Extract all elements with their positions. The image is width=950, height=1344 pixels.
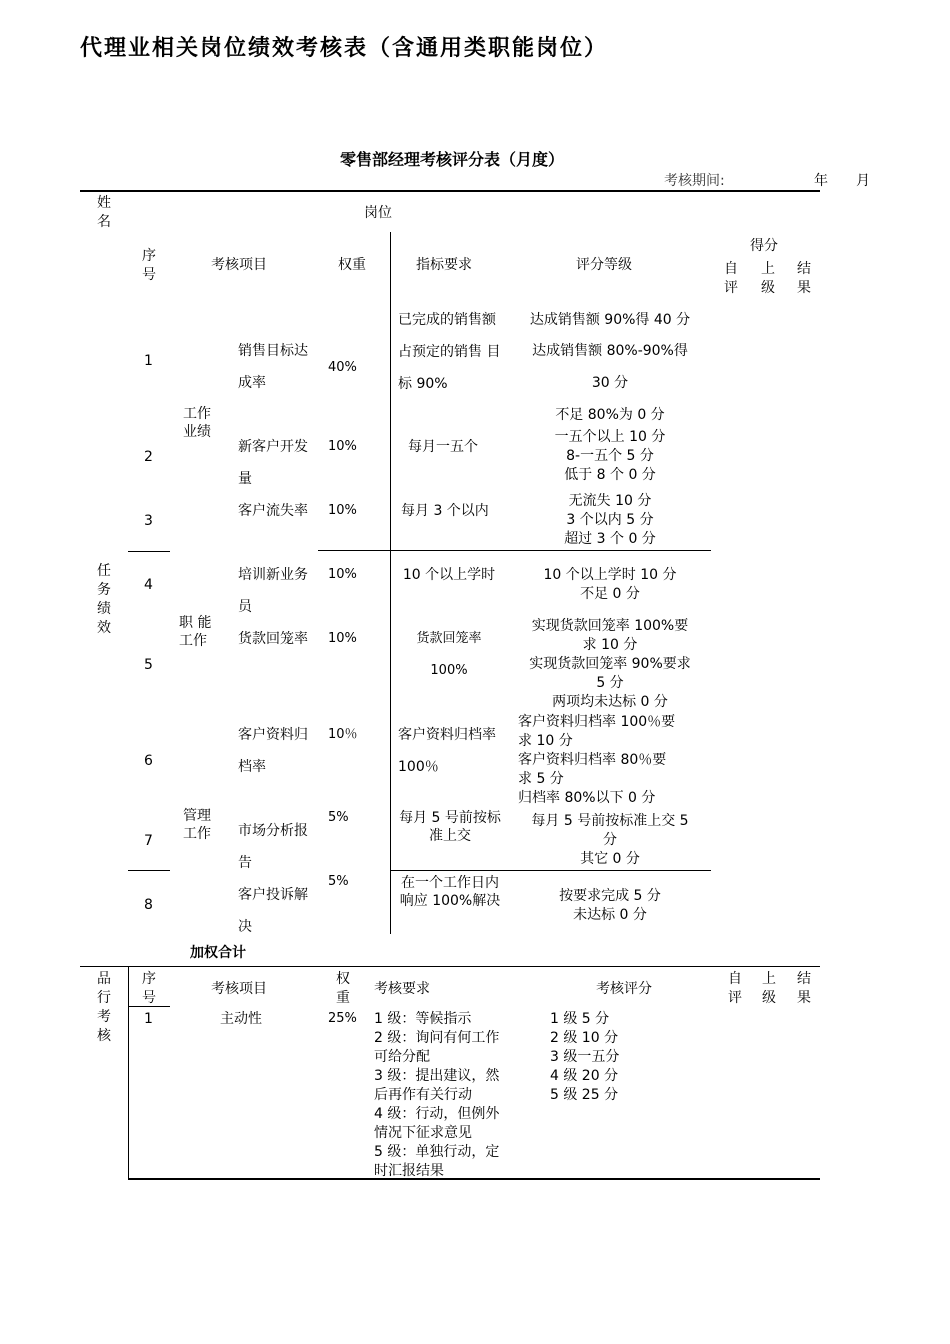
evaluation-line: 4 级 20 分 [550,1068,619,1084]
requirement-header: 考核要求 [374,981,430,997]
row-divider [128,551,170,552]
period-label: 考核期间: [664,173,725,189]
document-title: 代理业相关岗位绩效考核表（含通用类职能岗位） [80,36,609,61]
row-divider [318,550,711,551]
grade-line: 8-一五个 5 分 [566,448,654,464]
row-indicator: 货款回笼率100% [416,631,482,678]
evaluation-header: 考核评分 [596,981,652,997]
row-item: 销售目标达成率 [238,343,308,391]
column-divider [390,232,391,934]
row-seq: 6 [144,753,153,769]
row-item: 客户投诉解决 [238,887,308,935]
row-item: 新客户开发量 [238,439,308,487]
weight-header: 权重 [338,257,366,273]
superior-score-header: 上级 [762,971,776,1006]
grade-line: 按要求完成 5 分 [559,888,661,904]
grade-line: 求 10 分 [518,733,573,749]
grade-line: 无流失 10 分 [568,493,652,509]
row-seq: 3 [144,513,153,529]
top-rule [80,190,820,192]
weight-header: 权重 [336,971,350,1006]
grade-line: 不足 0 分 [580,586,640,602]
row-item: 客户资料归档率 [238,727,308,775]
row-weight: 25% [328,1011,357,1026]
grade-line: 低于 8 个 0 分 [564,467,656,483]
indicator-header: 指标要求 [416,257,472,273]
grade-line: 求 10 分 [582,637,638,653]
bottom-rule [128,1178,820,1180]
row-item: 货款回笼率 [238,631,308,647]
row-seq: 8 [144,897,153,913]
grade-line: 一五个以上 10 分 [554,429,666,445]
section-label-task: 任务绩效 [97,563,111,636]
row-divider [128,870,170,871]
row-item: 市场分析报告 [238,823,308,871]
requirement-line: 后再作有关行动 [374,1087,472,1103]
score-group-header: 得分 [750,238,778,254]
form-subtitle: 零售部经理考核评分表（月度） [340,150,565,169]
grade-header: 评分等级 [576,257,632,273]
grade-line: 实现货款回笼率 90%要求 [529,656,691,672]
grade-line: 3 个以内 5 分 [566,512,654,528]
row-indicator: 每月 5 号前按标准上交 [399,810,501,844]
requirement-line: 5 级：单独行动，定 [374,1144,500,1160]
position-label: 岗位 [364,205,392,221]
row-divider [80,966,820,967]
evaluation-line: 5 级 25 分 [550,1087,619,1103]
result-header: 结果 [797,261,811,296]
grade-line: 超过 3 个 0 分 [564,531,656,547]
row-weight: 10% [328,503,357,518]
row-weight: 40% [328,360,357,375]
row-indicator: 每月一五个 [408,439,478,455]
evaluation-line: 3 级一五分 [550,1049,620,1065]
row-indicator: 10 个以上学时 [402,567,496,583]
seq-header: 序号 [142,248,156,283]
period-year: 年 [814,173,828,189]
requirement-line: 2 级：询问有何工作 [374,1030,500,1046]
evaluation-line: 1 级 5 分 [550,1011,610,1027]
row-seq: 2 [144,449,153,465]
row-indicator: 在一个工作日内响应 100%解决 [399,875,501,909]
row-indicator: 已完成的销售额占预定的销售 目 标 90% [398,312,501,392]
row-weight: 5% [328,810,349,825]
grade-line: 客户资料归档率 100％要 [518,714,676,730]
row-item: 主动性 [220,1011,262,1027]
grade-line: 两项均未达标 0 分 [552,694,668,710]
row-weight: 10% [328,631,357,646]
result-header: 结果 [797,971,811,1006]
grade-line: 不足 80%为 0 分 [555,407,665,423]
grade-line: 达成销售额 80%-90%得 [532,343,688,359]
requirement-line: 时汇报结果 [374,1163,444,1179]
group-label: 管理工作 [183,808,211,842]
grade-line: 实现货款回笼率 100%要 [531,618,689,634]
row-weight: 10％ [328,727,358,742]
row-divider [390,870,711,871]
grade-line: 每月 5 号前按标准上交 5 [531,813,689,829]
grade-line: 其它 0 分 [580,851,640,867]
requirement-line: 可给分配 [374,1049,430,1065]
section-label-conduct: 品行考核 [97,971,111,1044]
column-divider [128,966,129,1179]
row-seq: 1 [144,1011,153,1027]
grade-line: 10 个以上学时 10 分 [543,567,677,583]
grade-line: 求 5 分 [518,771,564,787]
row-weight: 5% [328,874,349,889]
weighted-total-label: 加权合计 [190,945,246,961]
requirement-line: 4 级：行动，但例外 [374,1106,500,1122]
grade-line: 分 [603,832,617,848]
period-month: 月 [856,173,870,189]
grade-line: 5 分 [596,675,624,691]
evaluation-line: 2 级 10 分 [550,1030,619,1046]
row-weight: 10% [328,439,357,454]
grade-line: 归档率 80%以下 0 分 [518,790,656,806]
row-item: 培训新业务员 [238,567,308,615]
requirement-line: 3 级：提出建议，然 [374,1068,500,1084]
superior-score-header: 上级 [761,261,775,296]
row-seq: 1 [144,353,153,369]
row-indicator: 每月 3 个以内 [401,503,489,519]
self-score-header: 自评 [724,261,738,296]
grade-line: 未达标 0 分 [573,907,647,923]
row-weight: 10% [328,567,357,582]
seq-header: 序号 [142,971,156,1006]
requirement-line: 情况下征求意见 [374,1125,472,1141]
name-label: 姓名 [97,195,111,230]
row-seq: 5 [144,657,153,673]
row-seq: 4 [144,577,153,593]
requirement-line: 1 级：等候指示 [374,1011,472,1027]
grade-line: 30 分 [591,375,629,391]
row-indicator: 客户资料归档率 100％ [398,727,496,775]
grade-line: 客户资料归档率 80％要 [518,752,667,768]
group-label: 工作业绩 [183,406,211,440]
row-seq: 7 [144,833,153,849]
self-score-header: 自评 [728,971,742,1006]
item-header: 考核项目 [211,981,267,997]
row-item: 客户流失率 [238,503,308,519]
grade-line: 达成销售额 90%得 40 分 [529,312,691,328]
item-header: 考核项目 [211,257,267,273]
group-label: 职 能工作 [179,615,212,649]
